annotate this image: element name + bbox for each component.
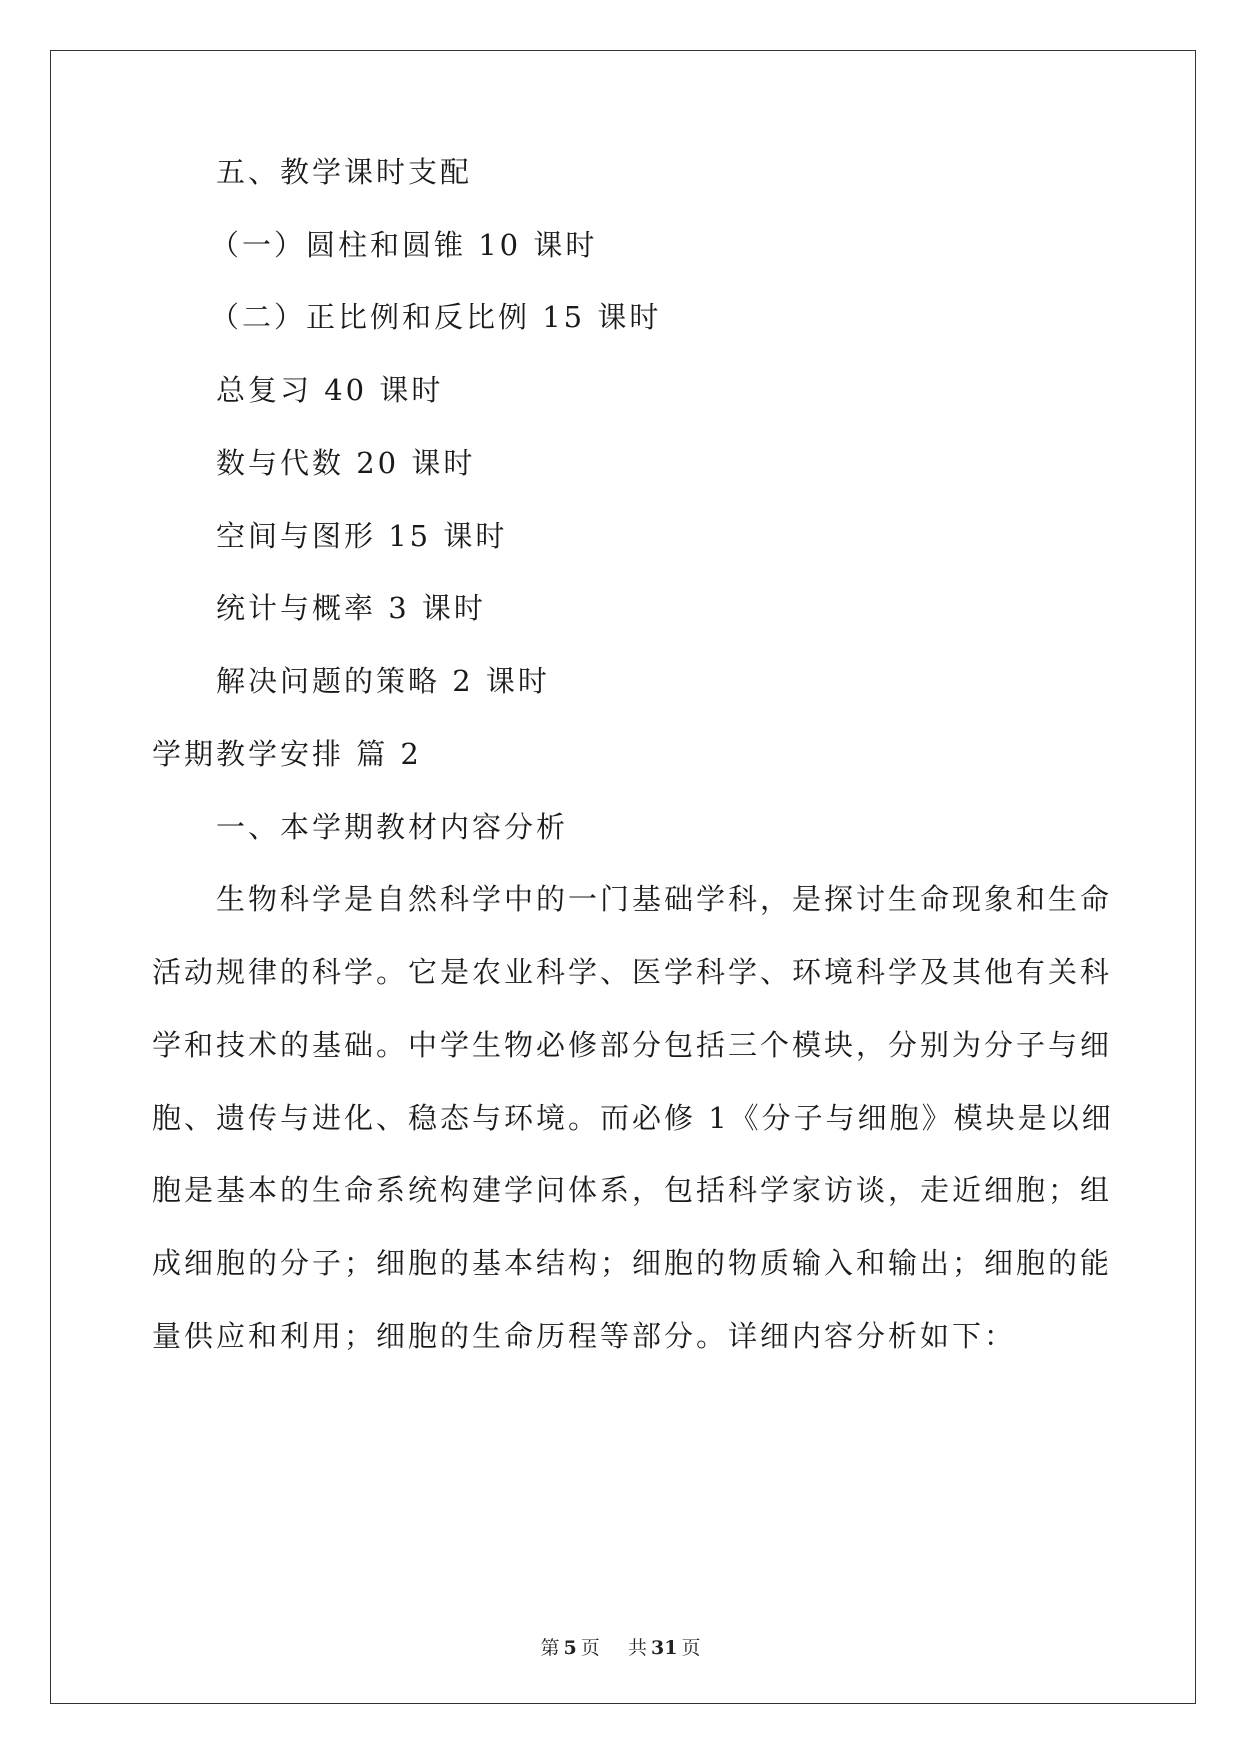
item-strategy: 解决问题的策略 2 课时 xyxy=(216,664,550,698)
footer-page-number: 5 xyxy=(563,1637,577,1659)
item-cylinder-cone: （一）圆柱和圆锥 10 课时 xyxy=(210,228,598,262)
paragraph-line: 胞、遗传与进化、稳态与环境。而必修 1《分子与细胞》模块是以细 xyxy=(152,1101,1114,1135)
heading-class-hours: 五、教学课时支配 xyxy=(216,155,473,189)
item-numbers-algebra: 数与代数 20 课时 xyxy=(216,446,476,480)
footer-total-pages: 31 xyxy=(650,1637,678,1659)
footer-total-prefix: 共 xyxy=(627,1637,647,1659)
footer-page-suffix: 页 xyxy=(580,1637,600,1659)
item-statistics: 统计与概率 3 课时 xyxy=(216,591,486,625)
item-review: 总复习 40 课时 xyxy=(216,373,444,407)
footer-total-suffix: 页 xyxy=(681,1637,701,1659)
paragraph-line: 成细胞的分子；细胞的基本结构；细胞的物质输入和输出；细胞的能 xyxy=(152,1246,1113,1280)
item-space-shape: 空间与图形 15 课时 xyxy=(216,519,508,553)
footer-prefix: 第 xyxy=(540,1637,560,1659)
paragraph-line: 生物科学是自然科学中的一门基础学科，是探讨生命现象和生命 xyxy=(216,882,1113,916)
page-footer xyxy=(0,1636,1241,1660)
heading-content-analysis: 一、本学期教材内容分析 xyxy=(216,810,569,844)
item-proportion: （二）正比例和反比例 15 课时 xyxy=(210,300,662,334)
paragraph-line: 活动规律的科学。它是农业科学、医学科学、环境科学及其他有关科 xyxy=(152,955,1113,989)
paragraph-line: 学和技术的基础。中学生物必修部分包括三个模块，分别为分子与细 xyxy=(152,1028,1113,1062)
paragraph-line: 胞是基本的生命系统构建学问体系，包括科学家访谈，走近细胞；组 xyxy=(152,1173,1113,1207)
paragraph-line: 量供应和利用；细胞的生命历程等部分。详细内容分析如下： xyxy=(152,1319,1017,1353)
section-title: 学期教学安排 篇 2 xyxy=(152,737,422,771)
